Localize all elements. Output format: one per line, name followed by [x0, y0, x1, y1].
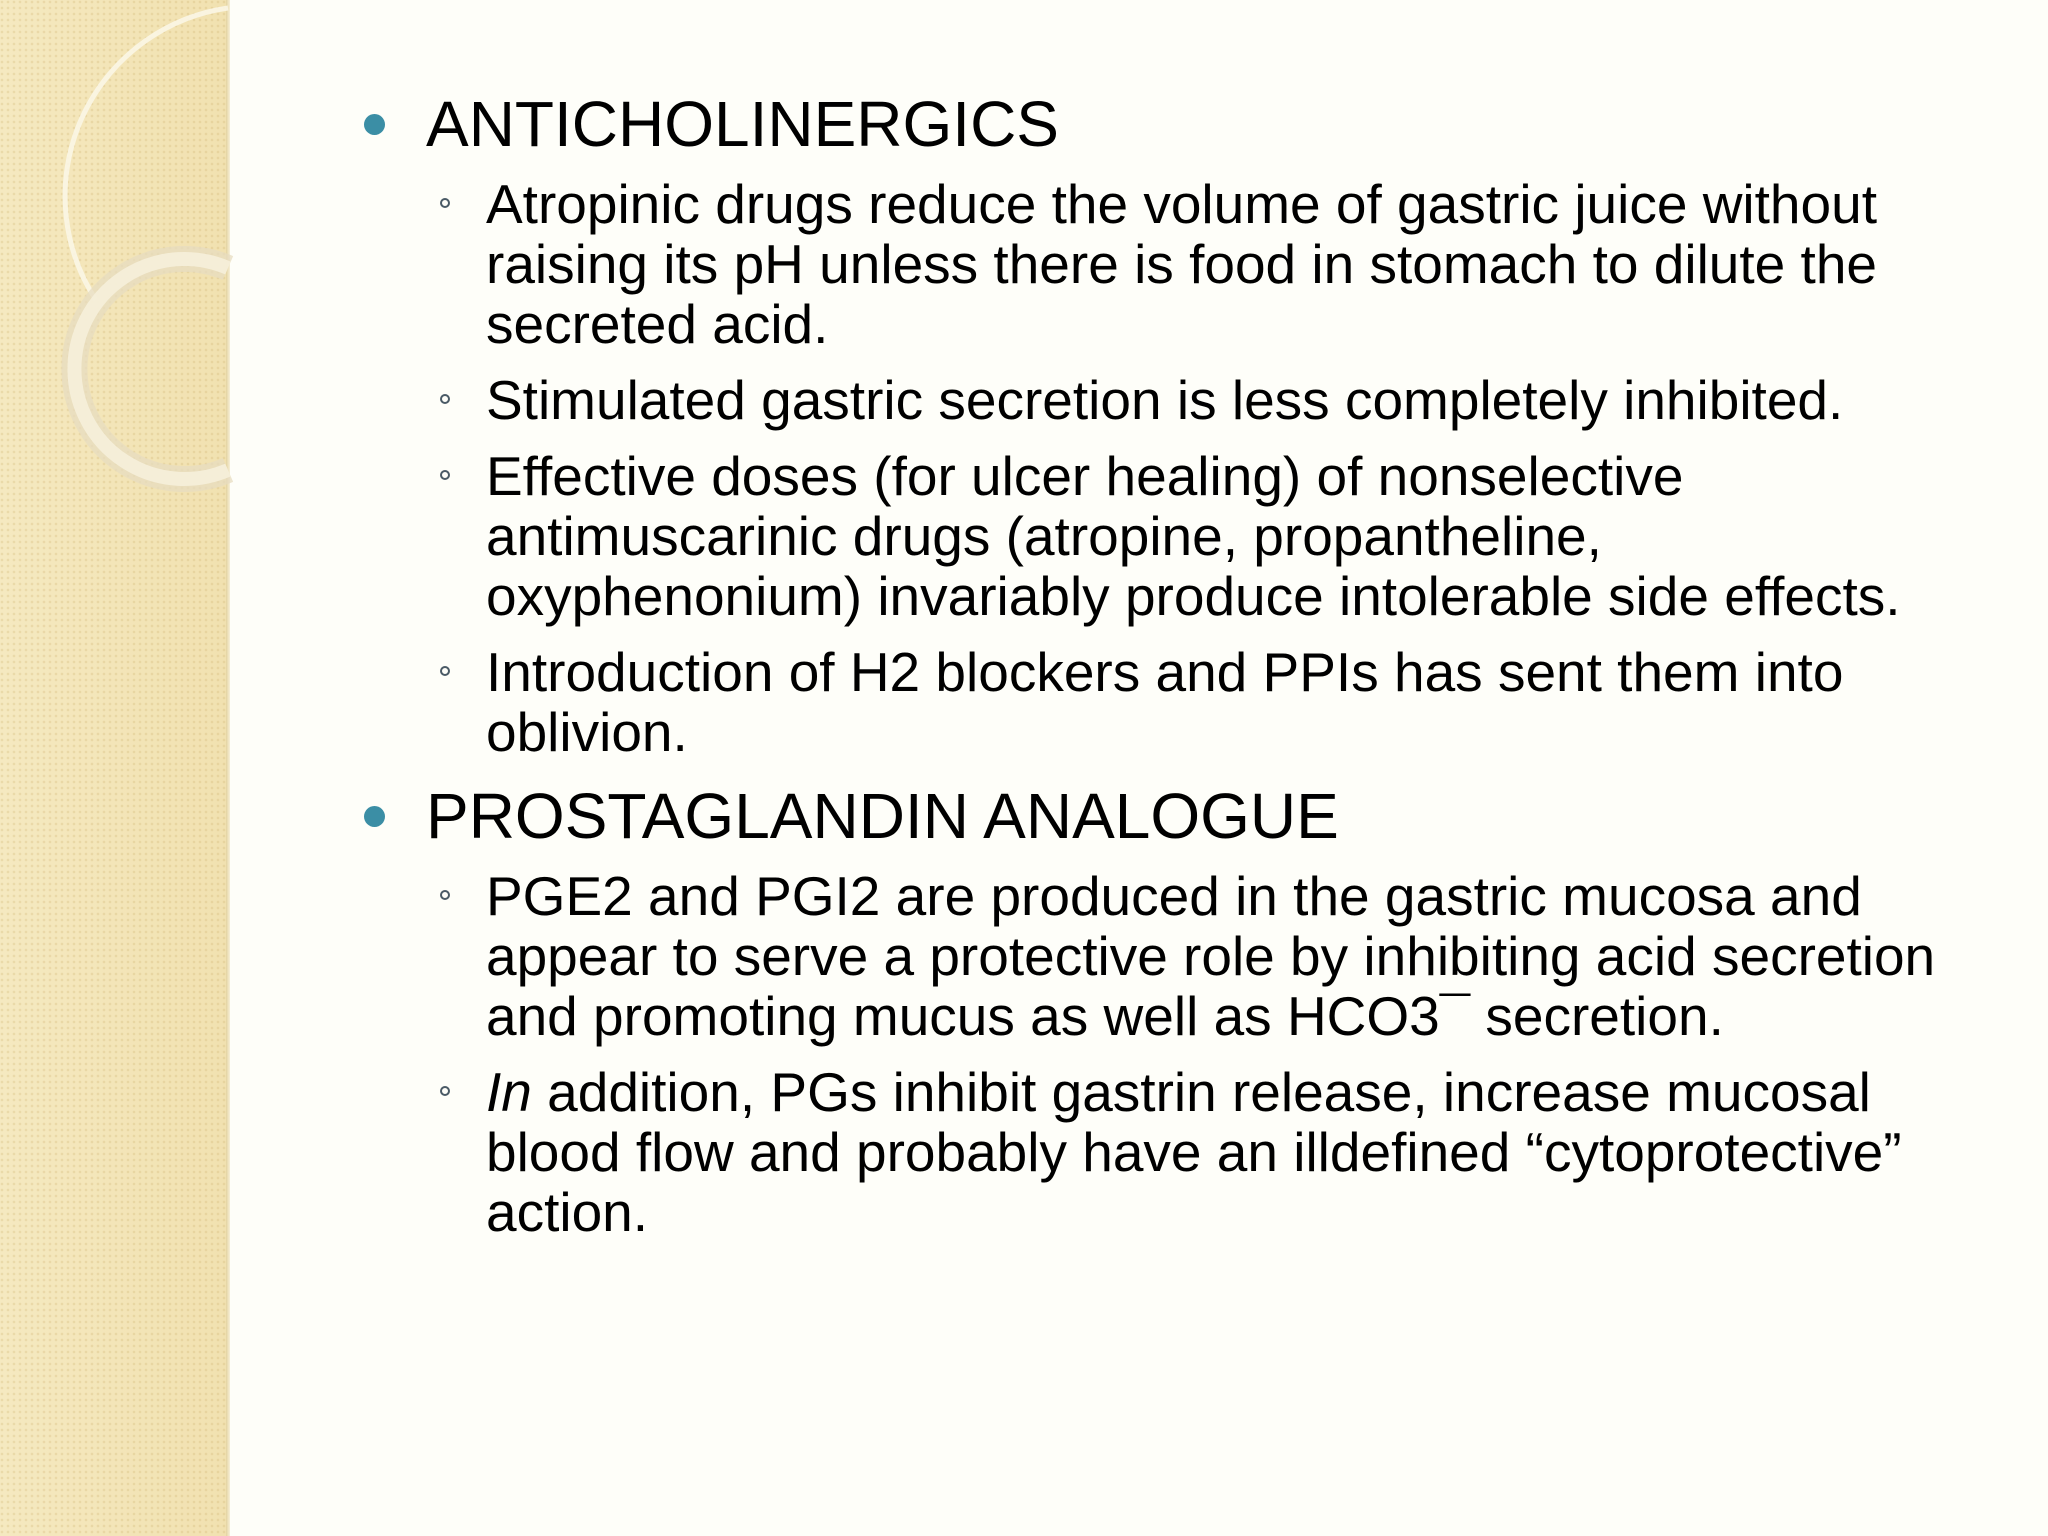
sub-bullet-ring-icon: [440, 1086, 450, 1096]
section-heading: [358, 772, 1978, 860]
sub-bullet-ring-icon: [440, 394, 450, 404]
bullet-list: [358, 174, 1978, 762]
section-anticholinergics: [358, 80, 1978, 762]
sub-bullet-ring-icon: [440, 470, 450, 480]
list-item: PGE2 and PGI2 are produced in the gastric mucosa and appear to serve a protective role by inhibiting acid secretion and promoting mucus as well as HCO3¯ secretion.: [358, 866, 1978, 1046]
heading-text: ANTICHOLINERGICS: [426, 88, 1059, 160]
slide-content: [358, 80, 1978, 1242]
heading-text: PROSTAGLANDIN ANALOGUE: [426, 780, 1339, 852]
sub-bullet-ring-icon: [440, 890, 450, 900]
italic-lead: In: [486, 1061, 532, 1123]
bullet-dot-icon: [364, 806, 385, 827]
sub-bullet-ring-icon: [440, 198, 450, 208]
list-item: Introduction of H2 blockers and PPIs has sent them into oblivion.: [358, 642, 1978, 762]
section-heading: [358, 80, 1978, 168]
list-item: In addition, PGs inhibit gastrin release, increase mucosal blood flow and probably have an illdefined “cytoprotective” action.: [358, 1062, 1978, 1242]
list-item: Atropinic drugs reduce the volume of gastric juice without raising its pH unless there is food in stomach to dilute the secreted acid.: [358, 174, 1978, 354]
list-item: Stimulated gastric secretion is less completely inhibited.: [358, 370, 1978, 430]
sub-bullet-ring-icon: [440, 666, 450, 676]
decorative-rings-icon: [0, 0, 240, 520]
section-prostaglandin-analogue: [358, 772, 1978, 1242]
bullet-list: [358, 866, 1978, 1242]
bullet-dot-icon: [364, 114, 385, 135]
list-item: Effective doses (for ulcer healing) of nonselective antimuscarinic drugs (atropine, propantheline, oxyphenonium) invariably produce intolerable side effects.: [358, 446, 1978, 626]
